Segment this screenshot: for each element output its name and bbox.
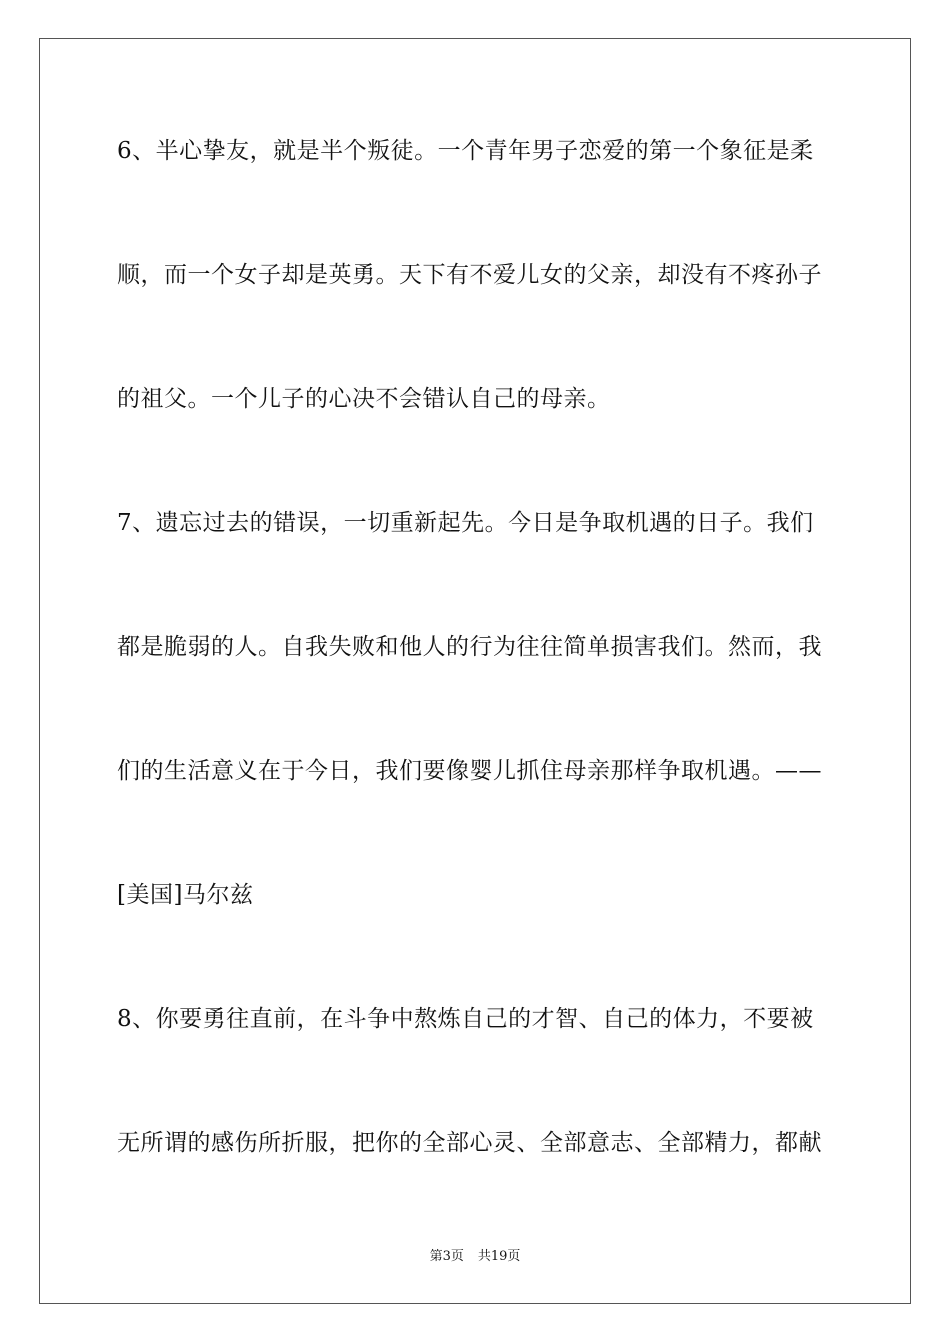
paragraph-6-line-3: 的祖父。一个儿子的心决不会错认自己的母亲。 [117, 386, 611, 412]
paragraph-6-line-1: 6、半心挚友，就是半个叛徒。一个青年男子恋爱的第一个象征是柔 [117, 138, 814, 164]
page-border [39, 38, 911, 1304]
paragraph-7-line-3: 们的生活意义在于今日，我们要像婴儿抓住母亲那样争取机遇。—— [117, 758, 822, 784]
paragraph-7-line-4: [美国]马尔兹 [117, 882, 254, 908]
paragraph-7-line-1: 7、遗忘过去的错误，一切重新起先。今日是争取机遇的日子。我们 [117, 510, 814, 536]
paragraph-7-line-2: 都是脆弱的人。自我失败和他人的行为往往简单损害我们。然而，我 [117, 634, 822, 660]
paragraph-8-line-2: 无所谓的感伤所折服，把你的全部心灵、全部意志、全部精力，都献 [117, 1130, 822, 1156]
paragraph-6-line-2: 顺，而一个女子却是英勇。天下有不爱儿女的父亲，却没有不疼孙子 [117, 262, 822, 288]
page-number: 第3页 [429, 1249, 464, 1264]
paragraph-8-line-1: 8、你要勇往直前，在斗争中熬炼自己的才智、自己的体力，不要被 [117, 1006, 814, 1032]
page-footer [0, 1248, 950, 1266]
page-total: 共19页 [477, 1249, 521, 1264]
